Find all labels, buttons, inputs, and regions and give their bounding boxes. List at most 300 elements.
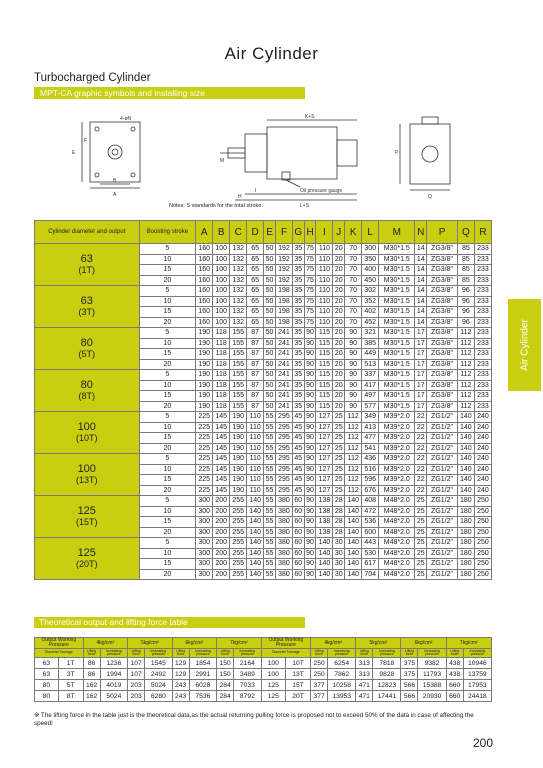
cell: 10: [139, 506, 196, 517]
cell: 190: [230, 433, 247, 444]
cell: 140: [247, 527, 264, 538]
cell: 180: [457, 538, 474, 549]
cell: 55: [265, 497, 274, 505]
cell: 100: [213, 244, 230, 255]
cell: 25: [334, 476, 343, 484]
cell: M39*2.0: [379, 485, 415, 496]
section-title: Turbocharged Cylinder: [34, 72, 151, 84]
cell: 375: [401, 658, 418, 669]
cell: 87: [247, 328, 264, 339]
label-p: P: [395, 150, 399, 156]
cell: 11793: [418, 669, 446, 680]
cell: 65: [247, 317, 264, 328]
cell: 203: [128, 680, 145, 691]
cell: 70: [345, 244, 362, 255]
cell: 5: [139, 412, 196, 423]
cell: 100: [261, 669, 285, 680]
increasing-pressure-header: Increasing pressure: [418, 649, 446, 658]
cell: 10: [139, 254, 196, 265]
cell: 112: [345, 412, 362, 423]
cell: 300: [196, 538, 213, 549]
table-row: [35, 680, 492, 691]
cell: 233: [474, 244, 491, 255]
cell: 75: [306, 245, 314, 253]
cell: 241: [275, 349, 292, 360]
cell: 96: [457, 307, 474, 318]
cell: 20: [334, 360, 343, 368]
cell: 127: [316, 454, 333, 465]
cell: 100: [213, 254, 230, 265]
cell: 160: [196, 265, 213, 276]
cell: 192: [275, 244, 292, 255]
cell: M39*2.0: [379, 454, 415, 465]
cell: 127: [316, 475, 333, 486]
cell: 65: [247, 265, 264, 276]
cell: 1545: [145, 658, 172, 669]
cell: 110: [316, 244, 333, 255]
group-tonnage: (3T): [78, 306, 95, 317]
cell: 140: [247, 517, 264, 528]
cell: ZG1/2": [427, 496, 458, 507]
cell: 107: [128, 658, 145, 669]
cell: 241: [275, 359, 292, 370]
cell: M48*2.0: [379, 506, 415, 517]
cell: 75: [306, 255, 314, 263]
cell: 110: [247, 412, 264, 423]
cell: 225: [196, 475, 213, 486]
cell: 449: [362, 349, 379, 360]
cell: 50: [265, 360, 274, 368]
cell: 138: [316, 496, 333, 507]
cell: M30*1.5: [379, 328, 415, 339]
cell: 85: [457, 275, 474, 286]
cell: 530: [362, 548, 379, 559]
cell: 566: [401, 691, 418, 702]
cell: 118: [213, 338, 230, 349]
cell: ZG3/8": [427, 296, 458, 307]
cell: 14: [416, 255, 425, 263]
cell: 22: [416, 465, 425, 473]
cell: 160: [196, 275, 213, 286]
cell: 132: [230, 244, 247, 255]
cell: 20: [334, 402, 343, 410]
cell: 145: [213, 422, 230, 433]
pressure-header: 5kg/cm²: [128, 638, 173, 649]
lifting-force-header: Lifting force: [356, 649, 373, 658]
cell: 20: [334, 287, 343, 295]
cell: 112: [457, 391, 474, 402]
section-subtitle-bar: MPT-CA graphic symbols and installing size: [34, 87, 305, 99]
cell: 190: [230, 464, 247, 475]
cell: 140: [457, 464, 474, 475]
table-row: [35, 370, 492, 381]
header-1: Boosting stroke: [139, 221, 196, 244]
group-label: [35, 496, 140, 538]
cell: 2164: [234, 658, 261, 669]
cell: ZG3/8": [427, 359, 458, 370]
cell: 7818: [373, 658, 401, 669]
cell: 60: [294, 549, 303, 557]
header-5: D: [247, 221, 264, 244]
cell: 155: [230, 370, 247, 381]
pressure-header: 4kg/cm²: [83, 638, 128, 649]
cell: 65: [247, 296, 264, 307]
cell: 15: [139, 391, 196, 402]
cell: 190: [196, 380, 213, 391]
cell: 233: [474, 307, 491, 318]
cell: 160: [196, 307, 213, 318]
cell: 438: [446, 658, 463, 669]
label-hole: 4-øN: [120, 116, 132, 122]
cell: 25: [416, 570, 425, 578]
lifting-force-header: Lifting force: [128, 649, 145, 658]
cell: 129: [172, 669, 189, 680]
cell: 155: [230, 328, 247, 339]
cell: 10: [139, 338, 196, 349]
cell: ZG3/8": [427, 244, 458, 255]
cell: ZG3/8": [427, 317, 458, 328]
cell: 90: [306, 434, 314, 442]
cell: 190: [230, 422, 247, 433]
cell: 20: [139, 401, 196, 412]
cell: 160: [196, 286, 213, 297]
cell: 225: [196, 422, 213, 433]
cell: 24418: [463, 691, 491, 702]
cell: 295: [275, 412, 292, 423]
cell: 87: [247, 338, 264, 349]
cell: 477: [362, 433, 379, 444]
header-9: H: [304, 221, 316, 244]
group-diameter: 63: [80, 252, 93, 265]
cell: 295: [275, 443, 292, 454]
cell: 60: [294, 560, 303, 568]
cell: 132: [230, 286, 247, 297]
cell: 617: [362, 559, 379, 570]
cell: 35: [294, 381, 303, 389]
group-diameter: 100: [77, 420, 96, 433]
cell: 55: [265, 434, 274, 442]
cell: M39*2.0: [379, 464, 415, 475]
cell: 30: [334, 549, 343, 557]
table-row: [35, 454, 492, 465]
cell: 380: [275, 538, 292, 549]
cell: 15: [139, 517, 196, 528]
cell: 127: [316, 443, 333, 454]
table-row: [35, 412, 492, 423]
cell: 160: [196, 244, 213, 255]
cell: 452: [362, 317, 379, 328]
cell: 50: [265, 266, 274, 274]
cell: 8T: [58, 691, 83, 702]
cell: 85: [457, 254, 474, 265]
cell: 70: [345, 265, 362, 276]
cell: 402: [362, 307, 379, 318]
cell: 233: [474, 275, 491, 286]
cell: 50: [265, 308, 274, 316]
cell: ZG1/2": [427, 475, 458, 486]
cell: 438: [446, 669, 463, 680]
cell: 60: [294, 528, 303, 536]
cell: 85: [457, 244, 474, 255]
cell: 90: [345, 401, 362, 412]
cell: 112: [345, 475, 362, 486]
cell: 516: [362, 464, 379, 475]
cell: 380: [275, 517, 292, 528]
cell: 5: [139, 496, 196, 507]
table-row: [35, 538, 492, 549]
cell: 20: [139, 485, 196, 496]
cell: ZG3/8": [427, 307, 458, 318]
cell: 140: [345, 527, 362, 538]
cell: 250: [311, 658, 328, 669]
cell: 300: [196, 506, 213, 517]
cell: 107: [128, 669, 145, 680]
diameter-tonnage-header: Diameter Tonnage: [261, 649, 310, 658]
cell: 497: [362, 391, 379, 402]
cell: 408: [362, 496, 379, 507]
cell: 90: [306, 570, 314, 578]
cell: 225: [196, 454, 213, 465]
cell: M30*1.5: [379, 254, 415, 265]
cell: 90: [306, 339, 314, 347]
cell: 10946: [463, 658, 491, 669]
cell: 233: [474, 391, 491, 402]
cell: 140: [247, 506, 264, 517]
cell: 87: [247, 380, 264, 391]
header-12: K: [345, 221, 362, 244]
cell: 140: [457, 412, 474, 423]
group-diameter: 125: [77, 504, 96, 517]
cell: 127: [316, 433, 333, 444]
cell: 190: [230, 412, 247, 423]
cell: 50: [265, 287, 274, 295]
cell: 385: [362, 338, 379, 349]
cell: 20: [334, 266, 343, 274]
cell: 7862: [328, 669, 356, 680]
cell: 10258: [328, 680, 356, 691]
cell: 100: [213, 275, 230, 286]
cell: 112: [457, 401, 474, 412]
cell: 90: [306, 371, 314, 379]
cell: 300: [196, 527, 213, 538]
cell: 25: [334, 465, 343, 473]
cell: 115: [316, 380, 333, 391]
cell: 2492: [145, 669, 172, 680]
cell: M30*1.5: [379, 307, 415, 318]
cell: 380: [275, 559, 292, 570]
cell: M30*1.5: [379, 370, 415, 381]
cell: M30*1.5: [379, 275, 415, 286]
cell: ZG3/8": [427, 265, 458, 276]
output-pressure-header: [261, 638, 310, 649]
group-label: [35, 370, 140, 412]
cell: 1854: [189, 658, 216, 669]
header-6: E: [264, 221, 276, 244]
cell: M39*2.0: [379, 475, 415, 486]
cell: 90: [345, 370, 362, 381]
cell: ZG1/2": [427, 464, 458, 475]
cell: 50: [265, 255, 274, 263]
cell: 352: [362, 296, 379, 307]
footnote: ※ The lifting force in the table just is the theoretical data,as the actual returning pulling force is proposed not to exceed 50% of the data in case of affecting the speed!: [34, 712, 474, 727]
cell: M48*2.0: [379, 548, 415, 559]
cell: 90: [306, 392, 314, 400]
cell: 255: [230, 527, 247, 538]
cell: ZG1/2": [427, 485, 458, 496]
cell: 566: [401, 680, 418, 691]
cell: 20: [334, 255, 343, 263]
cell: 63: [35, 669, 59, 680]
cell: 10: [139, 296, 196, 307]
cell: 115: [316, 359, 333, 370]
cell: 472: [362, 506, 379, 517]
cell: 660: [446, 680, 463, 691]
cell: 140: [457, 475, 474, 486]
cell: 233: [474, 317, 491, 328]
cell: 5024: [100, 691, 127, 702]
cell: 241: [275, 328, 292, 339]
cell: 240: [474, 485, 491, 496]
cell: 35: [294, 308, 303, 316]
cell: 75: [306, 287, 314, 295]
cell: 112: [345, 454, 362, 465]
cell: 35: [294, 297, 303, 305]
group-diameter: 80: [80, 378, 93, 391]
cell: 35: [294, 318, 303, 326]
cell: 233: [474, 254, 491, 265]
side-tab: Air Cylinder: [508, 299, 541, 391]
group-label: [35, 286, 140, 328]
cell: 436: [362, 454, 379, 465]
label-ks: K+S: [305, 114, 315, 120]
header-11: J: [333, 221, 345, 244]
cell: 380: [275, 527, 292, 538]
cell: 145: [213, 464, 230, 475]
cell: 17: [416, 371, 425, 379]
cell: 596: [362, 475, 379, 486]
cell: 115: [316, 391, 333, 402]
cell: 140: [457, 433, 474, 444]
cell: 35: [294, 266, 303, 274]
cell: ZG1/2": [427, 548, 458, 559]
cell: 198: [275, 307, 292, 318]
cell: 25: [334, 455, 343, 463]
cell: 110: [316, 254, 333, 265]
cell: M48*2.0: [379, 559, 415, 570]
force-table-title: Theoretical output and lifting force table: [34, 617, 305, 628]
cell: 87: [247, 349, 264, 360]
cell: 190: [196, 328, 213, 339]
cell: 22: [416, 444, 425, 452]
cell: 240: [474, 475, 491, 486]
header-18: R: [474, 221, 491, 244]
cell: 90: [306, 402, 314, 410]
cell: 577: [362, 401, 379, 412]
cell: 300: [196, 496, 213, 507]
pressure-header: 7kg/cm²: [446, 638, 491, 649]
cell: 140: [345, 559, 362, 570]
cell: 300: [196, 517, 213, 528]
header-3: B: [213, 221, 230, 244]
cell: 25: [416, 497, 425, 505]
cell: 35: [294, 392, 303, 400]
cell: 100: [213, 307, 230, 318]
cell: 55: [265, 518, 274, 526]
cell: 50: [265, 297, 274, 305]
cell: 140: [316, 559, 333, 570]
cell: 90: [345, 359, 362, 370]
cell: 145: [213, 475, 230, 486]
cell: 14: [416, 266, 425, 274]
cell: 160: [196, 254, 213, 265]
increasing-pressure-header: Increasing pressure: [100, 649, 127, 658]
cell: ZG1/2": [427, 538, 458, 549]
cell: 377: [311, 680, 328, 691]
cell: 5: [139, 538, 196, 549]
cell: 110: [247, 433, 264, 444]
cell: 20: [334, 339, 343, 347]
cell: 17: [416, 402, 425, 410]
cell: 233: [474, 296, 491, 307]
lifting-force-header: Lifting force: [401, 649, 418, 658]
pressure-header: 7kg/cm²: [217, 638, 262, 649]
cell: 112: [457, 359, 474, 370]
cell: 198: [275, 296, 292, 307]
cell: 300: [196, 559, 213, 570]
cell: 400: [362, 265, 379, 276]
cell: 3489: [234, 669, 261, 680]
cell: 5: [139, 370, 196, 381]
cell: 132: [230, 265, 247, 276]
header-10: I: [316, 221, 333, 244]
cell: 87: [247, 391, 264, 402]
cell: 85: [457, 265, 474, 276]
cell: 60: [294, 518, 303, 526]
cell: 6254: [328, 658, 356, 669]
cell: ZG1/2": [427, 527, 458, 538]
cell: 295: [275, 464, 292, 475]
cell: 50: [265, 402, 274, 410]
cell: 22: [416, 476, 425, 484]
increasing-pressure-header: Increasing pressure: [373, 649, 401, 658]
cell: 30: [334, 560, 343, 568]
force-subheader-row: [35, 649, 492, 658]
cell: 9382: [418, 658, 446, 669]
cell: 5: [139, 454, 196, 465]
cell: 1T: [58, 658, 83, 669]
cell: 96: [457, 296, 474, 307]
label-i: I: [255, 188, 257, 194]
cell: 190: [230, 454, 247, 465]
cell: 17: [416, 329, 425, 337]
cell: ZG3/8": [427, 254, 458, 265]
cell: 55: [265, 476, 274, 484]
cell: 20: [334, 329, 343, 337]
cell: 15: [139, 307, 196, 318]
label-f: F: [84, 138, 88, 144]
cell: 14: [416, 308, 425, 316]
cell: M30*1.5: [379, 317, 415, 328]
cell: 14: [416, 297, 425, 305]
diameter-tonnage-header: Diameter Tonnage: [35, 649, 84, 658]
cell: 10: [139, 464, 196, 475]
cell: 471: [356, 691, 373, 702]
cell: 70: [345, 317, 362, 328]
cell: 20: [334, 245, 343, 253]
cell: 140: [457, 443, 474, 454]
cell: 55: [265, 528, 274, 536]
cell: 55: [265, 455, 274, 463]
